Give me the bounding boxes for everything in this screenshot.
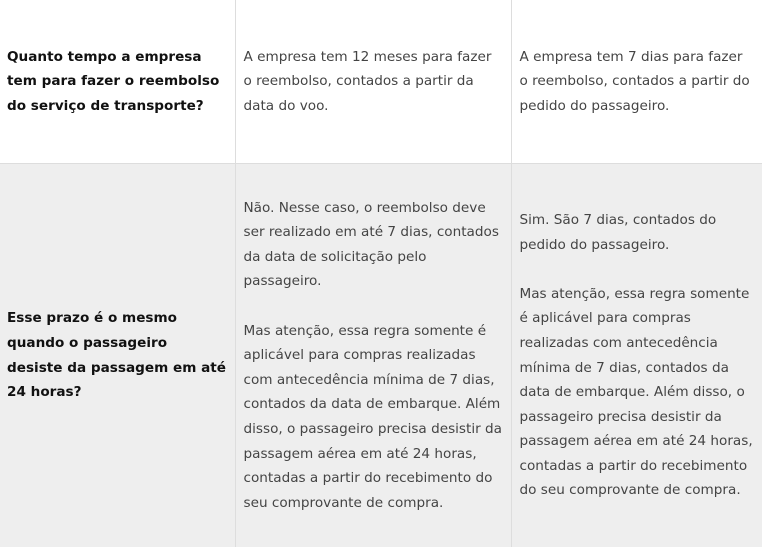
answer-cell-b	[511, 0, 762, 164]
answer-cell-b	[511, 164, 762, 547]
table-row	[0, 0, 762, 164]
answer-text: Sim. São 7 dias, contados do pedido do passageiro.	[519, 211, 717, 253]
answer-text: Não. Nesse caso, o reembolso deve ser realizado em até 7 dias, contados da data de solicitação pelo passageiro.	[243, 199, 499, 290]
answer-cell-a	[235, 0, 511, 164]
answer-cell-a	[235, 164, 511, 547]
answer-text: A empresa tem 12 meses para fazer o reembolso, contados a partir da data do voo.	[243, 48, 492, 114]
question-cell	[0, 0, 235, 164]
answer-text: Mas atenção, essa regra somente é aplicável para compras realizadas com antecedência mínima de 7 dias, contados da data de embarque. Além disso, o passageiro precisa desistir da passagem aérea em até 24 horas, contadas a partir do recebimento do seu comprovante de compra.	[243, 322, 502, 511]
answer-text: Mas atenção, essa regra somente é aplicável para compras realizadas com antecedência mínima de 7 dias, contados da data de embarque. Além disso, o passageiro precisa desistir da passagem aérea em até 24 horas, contadas a partir do recebimento do seu comprovante de compra.	[519, 285, 753, 499]
question-cell	[0, 164, 235, 547]
question-text: Esse prazo é o mesmo quando o passageiro desiste da passagem em até 24 horas?	[7, 310, 226, 401]
table-row	[0, 164, 762, 547]
answer-text: A empresa tem 7 dias para fazer o reembolso, contados a partir do pedido do passageiro.	[519, 48, 750, 114]
question-text: Quanto tempo a empresa tem para fazer o reembolso do serviço de transporte?	[7, 48, 220, 114]
